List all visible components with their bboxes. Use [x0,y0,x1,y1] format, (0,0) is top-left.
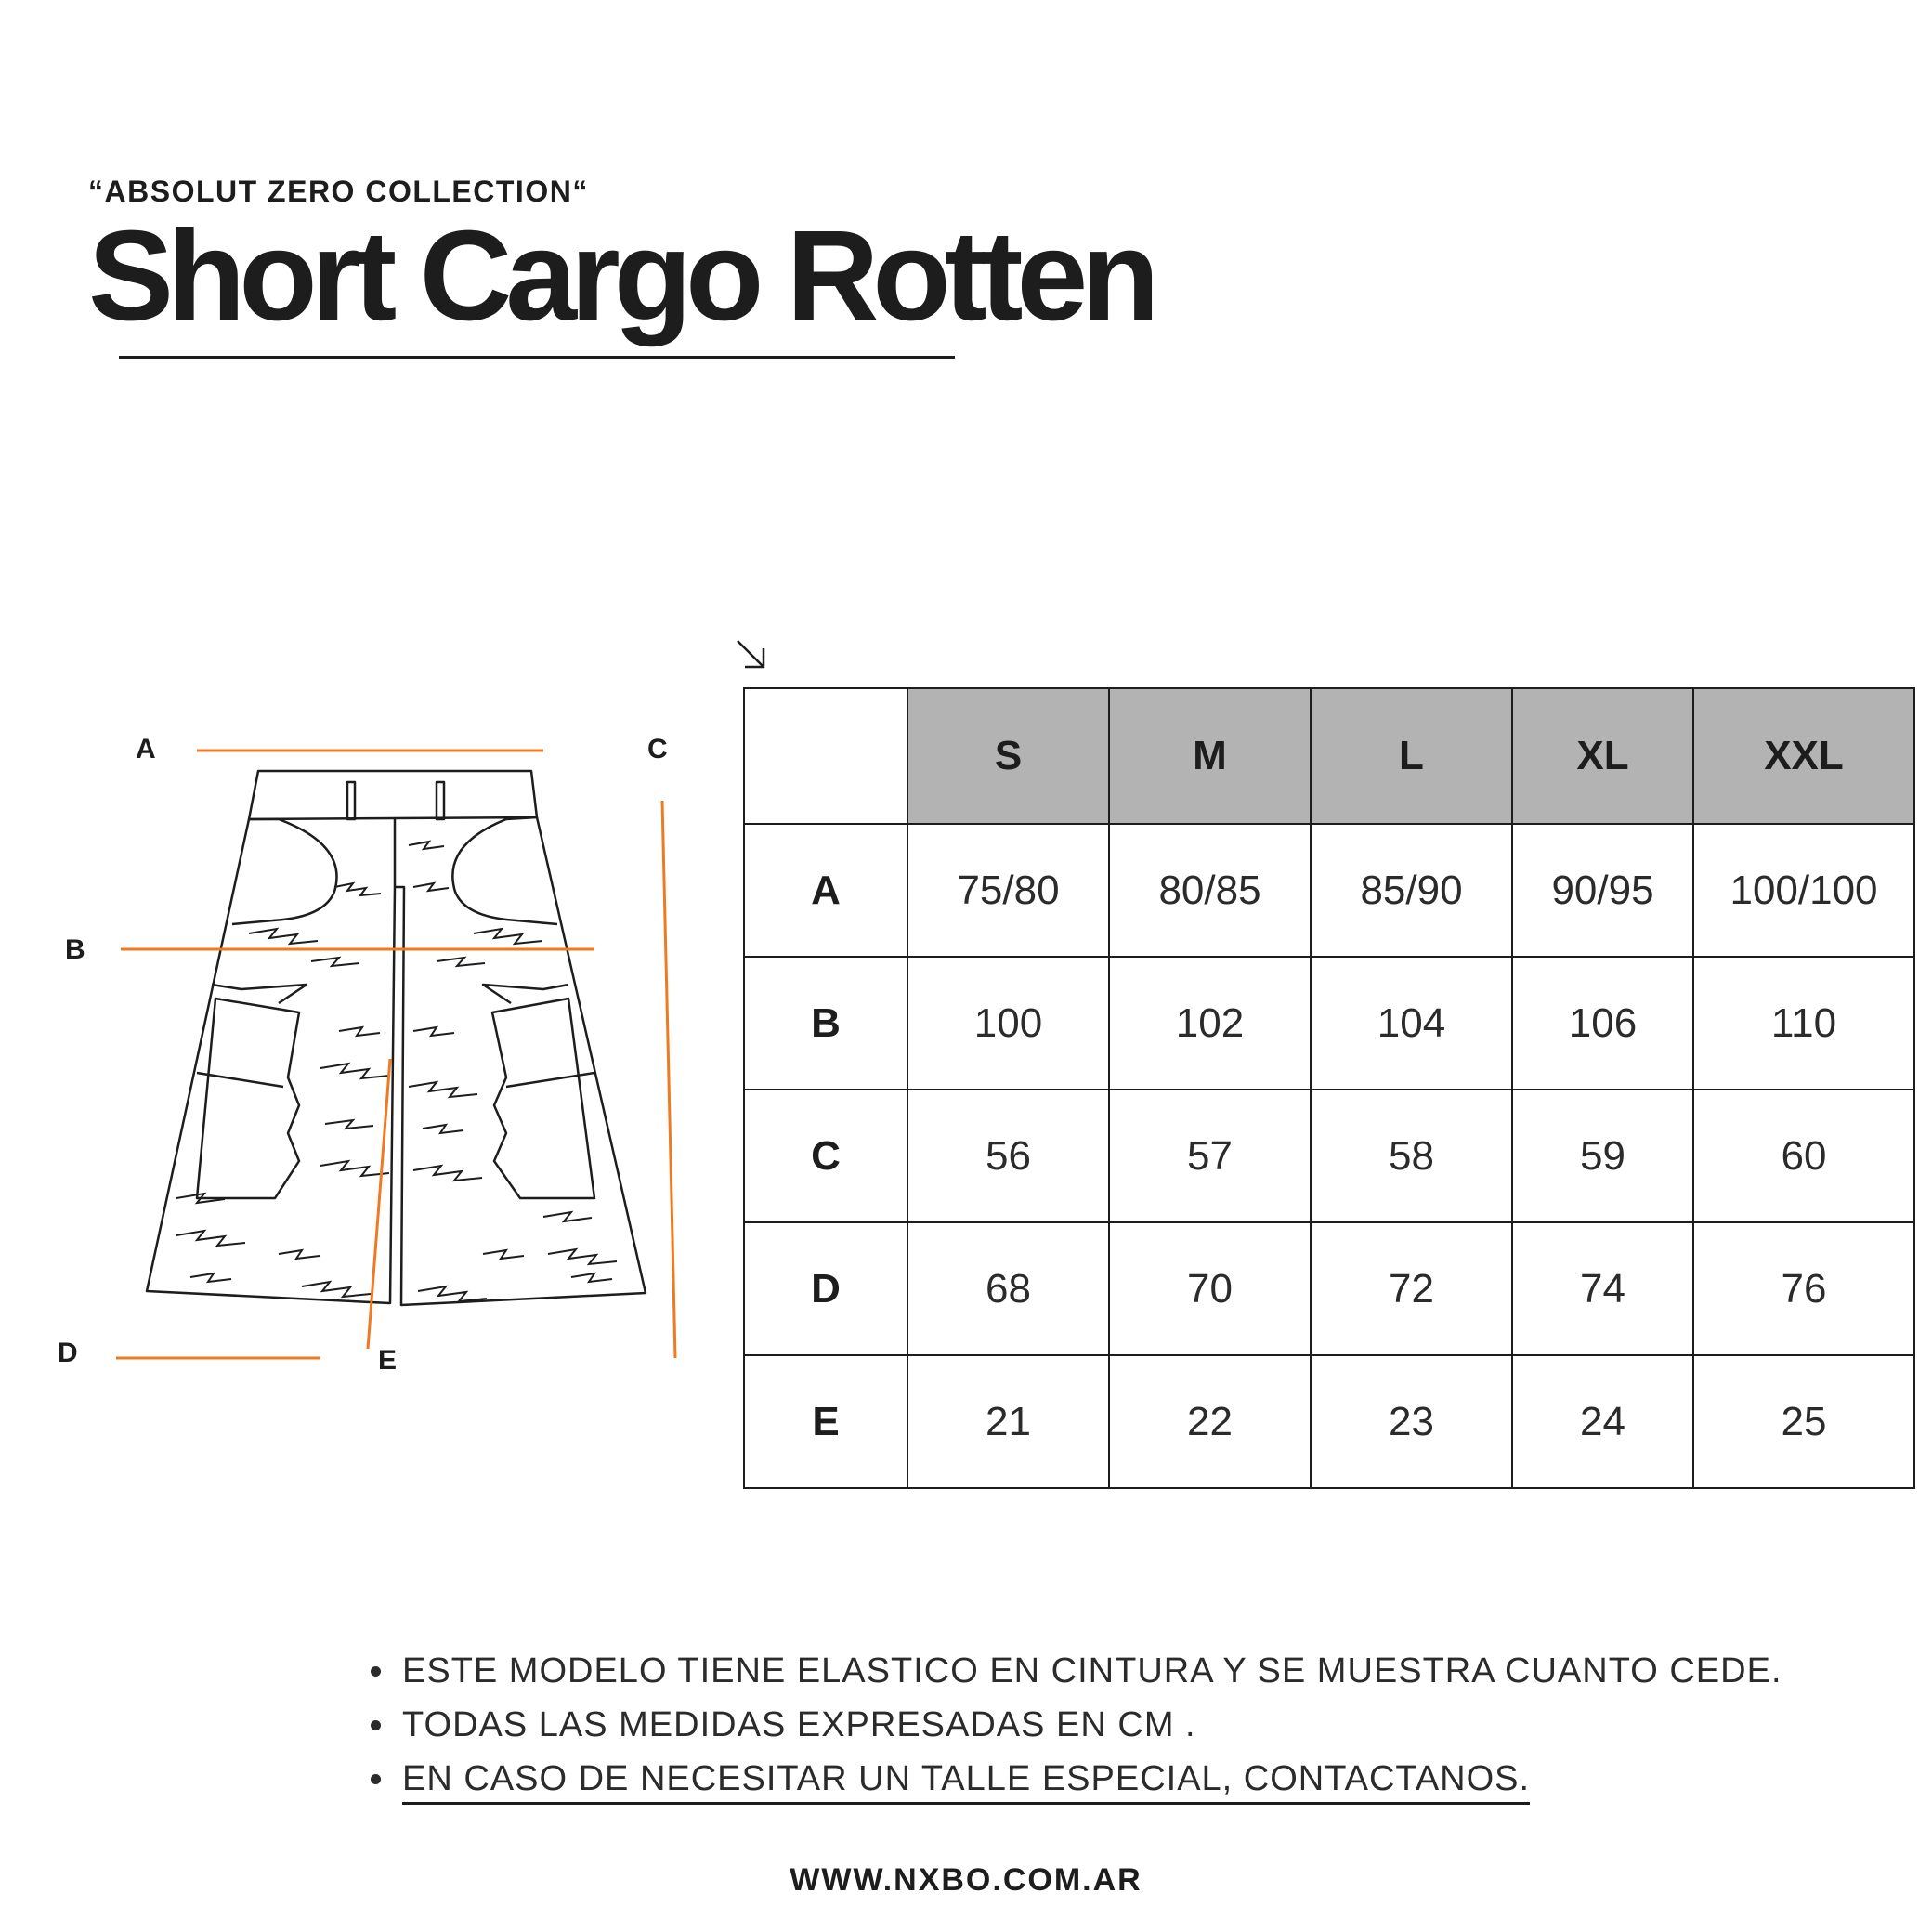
size-header-row [744,688,1914,824]
size-header: XL [1512,688,1693,824]
size-header: L [1311,688,1512,824]
table-cell: 76 [1693,1222,1914,1355]
row-label: E [744,1355,907,1488]
shorts-diagram [0,706,724,1393]
page-title: Short Cargo Rotten [88,204,1154,347]
table-cell: 23 [1311,1355,1512,1488]
size-header: M [1109,688,1311,824]
table-row [744,1222,1914,1355]
bullet-icon [371,1720,381,1730]
bullet-icon [371,1774,381,1784]
list-item [367,1698,1782,1752]
table-cell: 106 [1512,957,1693,1090]
bullet-icon [371,1666,381,1677]
website-link[interactable]: WWW.NXBO.COM.AR [790,1862,1142,1898]
row-label: A [744,824,907,957]
table-cell: 110 [1693,957,1914,1090]
notes-list [367,1644,1782,1806]
measure-line-e [368,1059,390,1349]
table-cell: 68 [907,1222,1109,1355]
size-table [743,687,1915,1489]
table-cell: 90/95 [1512,824,1693,957]
row-label: B [744,957,907,1090]
table-cell: 100 [907,957,1109,1090]
table-cell: 21 [907,1355,1109,1488]
size-header: S [907,688,1109,824]
contact-link[interactable]: EN CASO DE NECESITAR UN TALLE ESPECIAL, CONTACTANOS. [402,1759,1530,1805]
list-item[interactable] [367,1752,1782,1806]
table-cell: 85/90 [1311,824,1512,957]
note-text: ESTE MODELO TIENE ELASTICO EN CINTURA Y SE MUESTRA CUANTO CEDE. [402,1651,1782,1690]
measure-line-c [662,801,675,1358]
table-cell: 58 [1311,1090,1512,1222]
table-cell: 60 [1693,1090,1914,1222]
table-cell: 104 [1311,957,1512,1090]
shorts-illustration [0,706,724,1393]
measure-label-d: D [58,1338,78,1368]
table-row [744,1090,1914,1222]
table-cell: 24 [1512,1355,1693,1488]
table-cell: 59 [1512,1090,1693,1222]
collection-subtitle: “ABSOLUT ZERO COLLECTION“ [88,175,589,208]
table-cell: 57 [1109,1090,1311,1222]
note-text: TODAS LAS MEDIDAS EXPRESADAS EN CM . [402,1705,1196,1744]
table-cell: 74 [1512,1222,1693,1355]
row-label: C [744,1090,907,1222]
size-header: XXL [1693,688,1914,824]
table-corner-cell [744,688,907,824]
table-cell: 100/100 [1693,824,1914,957]
table-cell: 102 [1109,957,1311,1090]
table-cell: 70 [1109,1222,1311,1355]
table-row [744,957,1914,1090]
table-cell: 56 [907,1090,1109,1222]
table-cell: 80/85 [1109,824,1311,957]
measure-label-e: E [378,1345,398,1376]
measure-label-c: C [647,734,668,764]
measure-label-b: B [65,934,85,965]
row-label: D [744,1222,907,1355]
table-row [744,824,1914,957]
measure-label-a: A [136,734,156,764]
table-cell: 22 [1109,1355,1311,1488]
list-item [367,1644,1782,1698]
arrow-down-right-icon [734,637,771,674]
title-underline [119,356,955,359]
table-cell: 75/80 [907,824,1109,957]
table-row [744,1355,1914,1488]
table-cell: 72 [1311,1222,1512,1355]
table-cell: 25 [1693,1355,1914,1488]
